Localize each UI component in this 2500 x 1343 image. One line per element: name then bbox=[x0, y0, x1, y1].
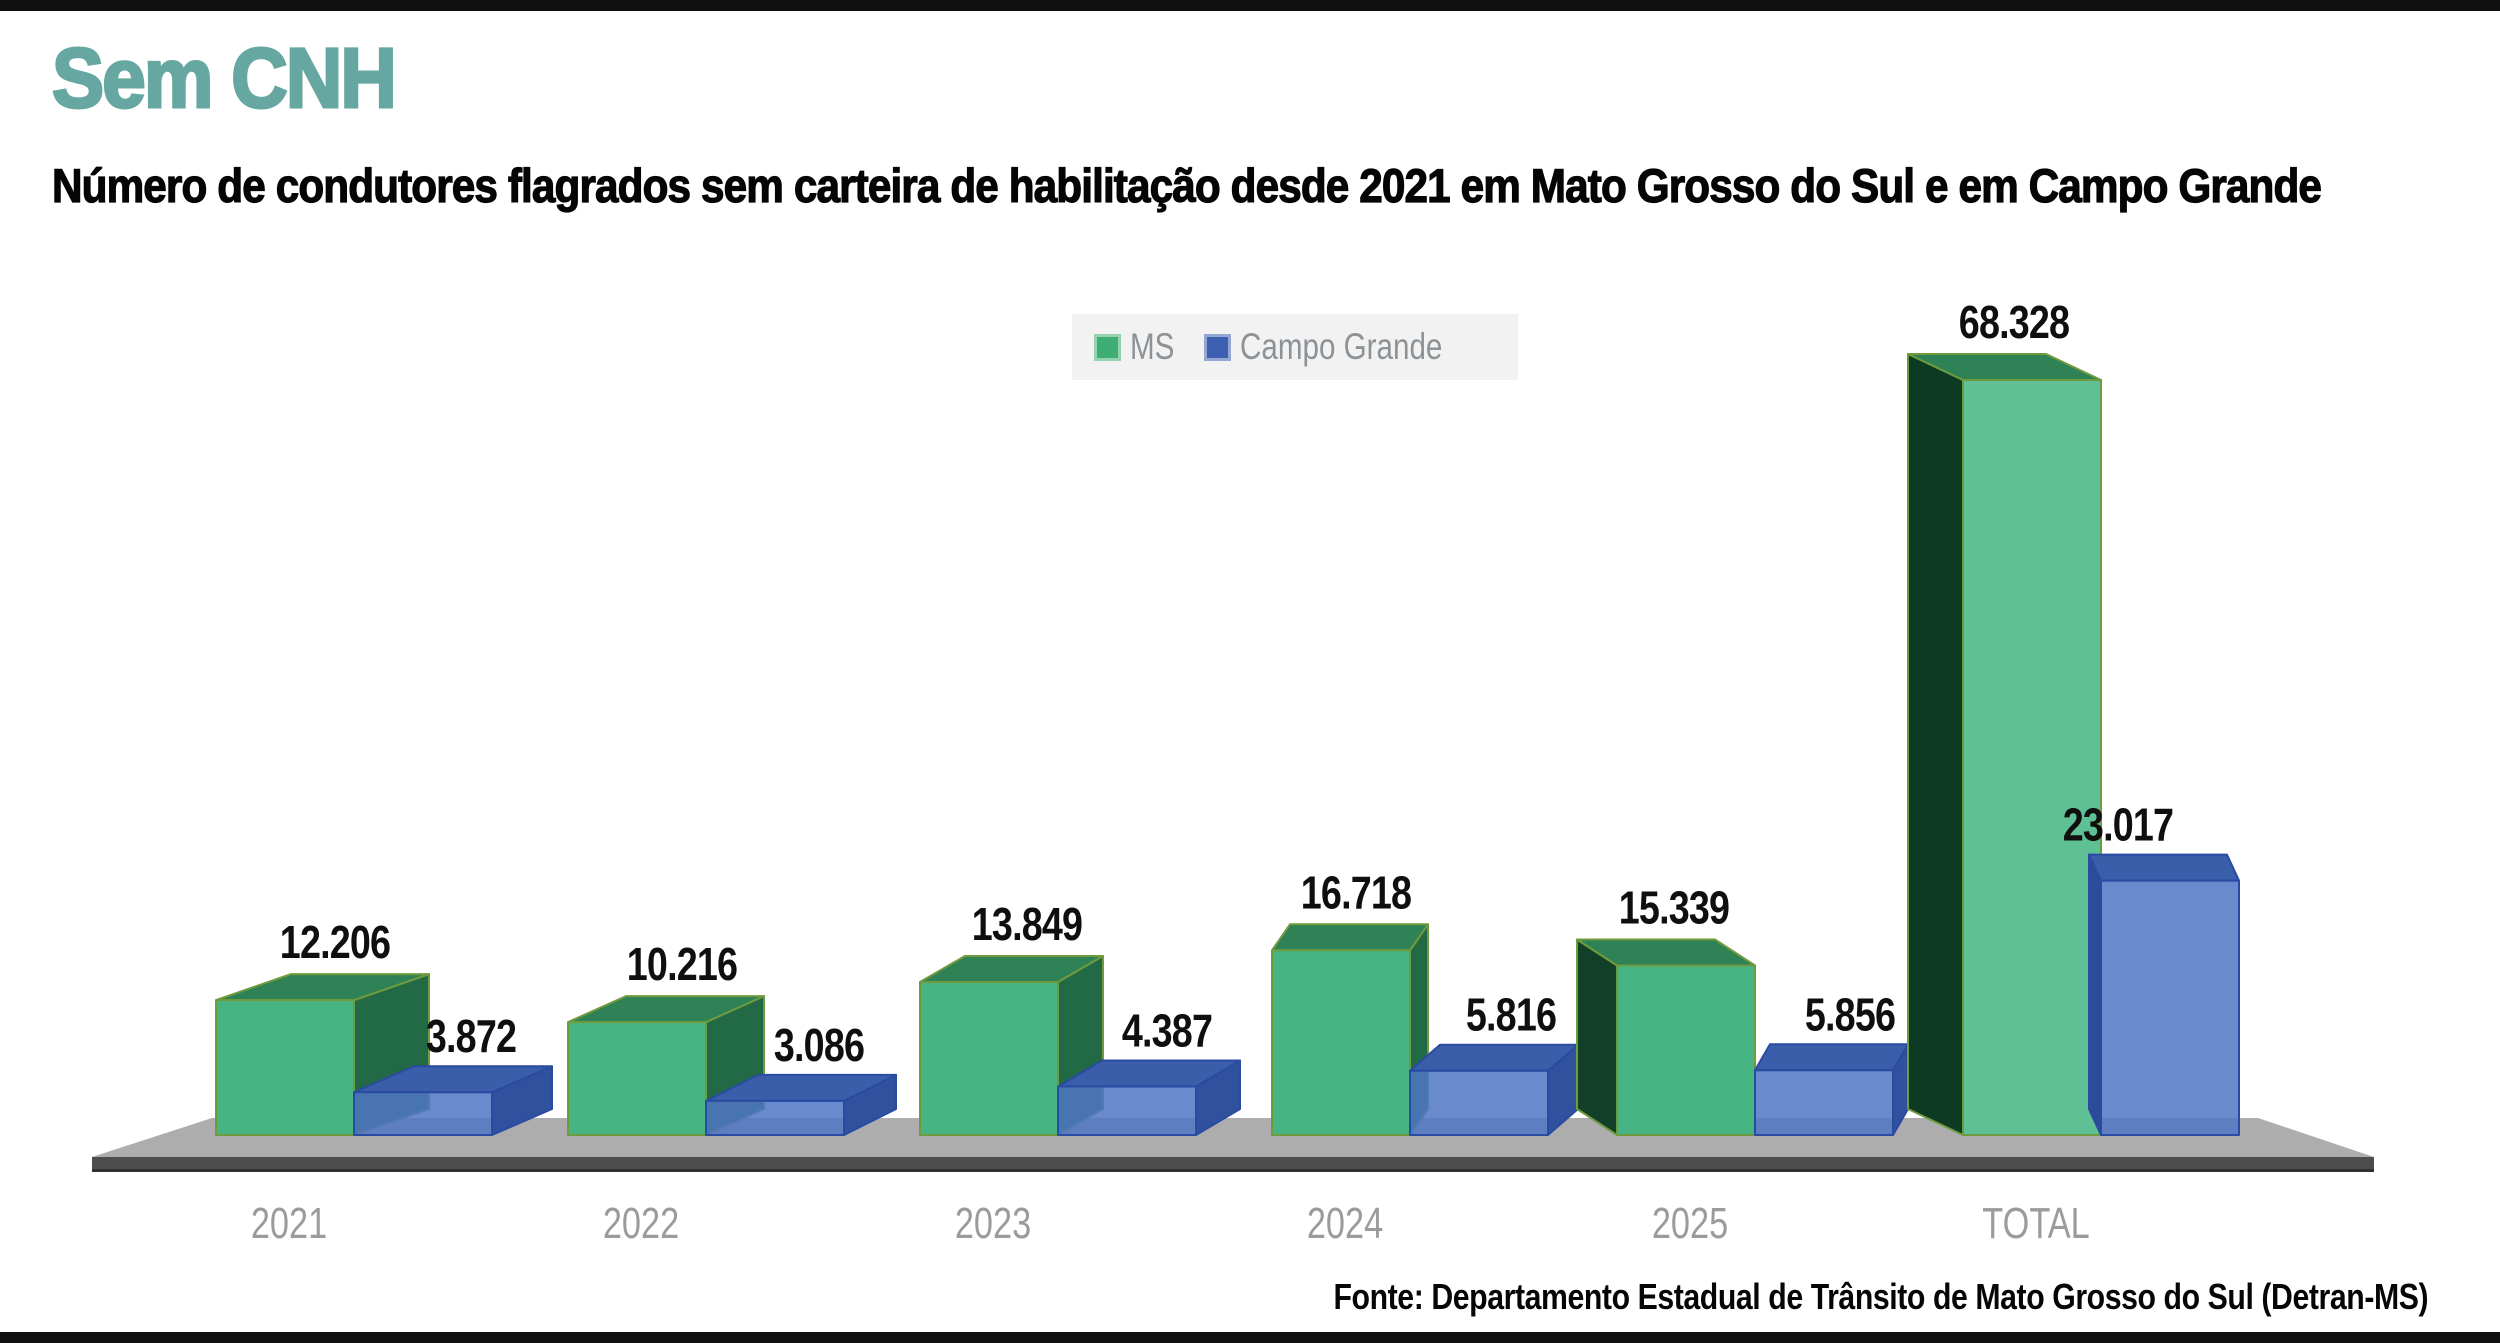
bar-cg-2025-front bbox=[1755, 1070, 1893, 1135]
chart-subtitle: Número de condutores flagrados sem carteira de habilitação desde 2021 em Mato Grosso do Sul e em Campo Grande bbox=[52, 159, 2322, 212]
bar-cg-2024-top bbox=[1410, 1045, 1578, 1071]
bar-ms-2025-side bbox=[1577, 940, 1617, 1135]
axis-label-2025: 2025 bbox=[1651, 1198, 1729, 1249]
bar-cg-total-top bbox=[2089, 855, 2239, 881]
value-label-ms-2025: 15.339 bbox=[1618, 881, 1730, 934]
legend-label-ms: MS bbox=[1130, 326, 1175, 367]
bar-cg-2023-front bbox=[1058, 1087, 1196, 1135]
axis-label-2023: 2023 bbox=[954, 1198, 1032, 1249]
top-border-bar bbox=[0, 0, 2500, 11]
legend-item-campo-grande bbox=[1204, 326, 1493, 368]
bar-cg-2024-front bbox=[1410, 1071, 1548, 1135]
bar-cg-2025-top bbox=[1755, 1044, 1908, 1070]
bar-cg-2022-front bbox=[706, 1101, 844, 1135]
value-label-ms-2023: 13.849 bbox=[971, 898, 1083, 950]
bar-ms-2021-front bbox=[216, 1000, 354, 1135]
chart-floor-edge bbox=[92, 1157, 2374, 1169]
bar-ms-2024-front bbox=[1272, 950, 1410, 1135]
bar-cg-2021-front bbox=[354, 1092, 492, 1135]
chart-floor-edge-shadow bbox=[92, 1169, 2374, 1172]
value-label-ms-2024: 16.718 bbox=[1300, 866, 1412, 919]
value-label-ms-2021: 12.206 bbox=[279, 916, 391, 968]
legend-item-ms bbox=[1094, 326, 1186, 368]
bar-ms-2024-top bbox=[1272, 924, 1428, 950]
legend-label-campo-grande: Campo Grande bbox=[1239, 326, 1442, 367]
bar-cg-total-side bbox=[2089, 855, 2101, 1135]
axis-label-2024: 2024 bbox=[1306, 1198, 1384, 1249]
value-label-ms-2022: 10.216 bbox=[626, 938, 738, 990]
axis-label-total: TOTAL bbox=[1982, 1198, 2090, 1249]
bar-cg-total-front bbox=[2101, 881, 2239, 1135]
value-label-cg-2021: 3.872 bbox=[425, 1010, 517, 1063]
bar-ms-2025-front bbox=[1617, 966, 1755, 1135]
legend bbox=[1072, 314, 1518, 380]
chart-title: Sem CNH bbox=[52, 31, 395, 125]
bar-ms-total-front bbox=[1963, 380, 2101, 1135]
bottom-border-bar bbox=[0, 1332, 2500, 1343]
source-note: Fonte: Departamento Estadual de Trânsito de Mato Grosso do Sul (Detran-MS) bbox=[1333, 1276, 2428, 1317]
axis-label-2022: 2022 bbox=[602, 1198, 680, 1249]
bar-ms-2023-front bbox=[920, 982, 1058, 1135]
bar-ms-total-side bbox=[1908, 354, 1963, 1135]
value-label-ms-total: 68.328 bbox=[1958, 296, 2070, 348]
legend-swatch-ms bbox=[1094, 334, 1121, 361]
bar-ms-2022-front bbox=[568, 1022, 706, 1135]
value-label-cg-2025: 5.856 bbox=[1804, 988, 1896, 1041]
value-label-cg-2024: 5.816 bbox=[1465, 989, 1557, 1041]
value-label-cg-2022: 3.086 bbox=[773, 1019, 865, 1071]
axis-label-2021: 2021 bbox=[250, 1198, 328, 1249]
value-label-cg-2023: 4.387 bbox=[1121, 1004, 1213, 1057]
value-label-cg-total: 23.017 bbox=[2062, 799, 2174, 851]
legend-swatch-campo-grande bbox=[1204, 334, 1231, 361]
